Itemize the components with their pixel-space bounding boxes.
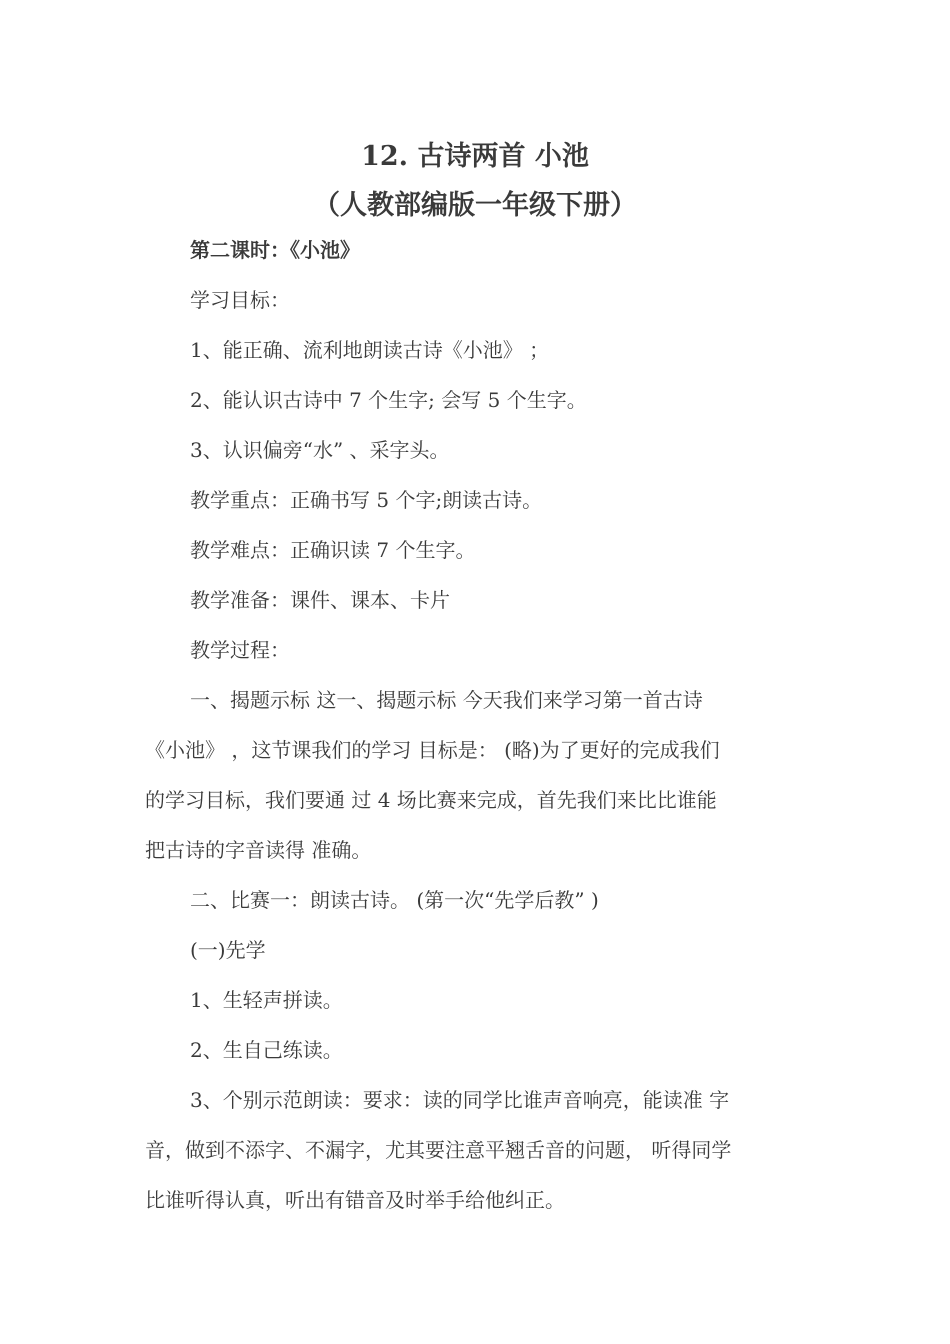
lesson-heading: 第二课时：《小池》	[190, 238, 360, 262]
objective-item-2: 2、能认识古诗中 7 个生字; 会写 5 个生字。	[190, 388, 587, 412]
section-heading-2: 二、比赛一：朗读古诗。 (第一次“先学后教” )	[190, 888, 599, 912]
objectives-heading: 学习目标：	[190, 288, 290, 312]
teaching-process-heading: 教学过程：	[190, 638, 290, 662]
paragraph-line: 把古诗的字音读得 准确。	[145, 838, 372, 862]
subsection-heading: (一)先学	[190, 938, 266, 962]
document-subtitle: （人教部编版一年级下册）	[313, 190, 637, 221]
teaching-focus: 教学重点：正确书写 5 个字;朗读古诗。	[190, 488, 543, 512]
teaching-materials: 教学准备：课件、课本、卡片	[190, 588, 450, 612]
objective-item-1: 1、能正确、流利地朗读古诗《小池》 ；	[190, 338, 550, 362]
objective-item-3: 3、认识偏旁“水” 、采字头。	[190, 438, 450, 462]
step-item-2: 2、生自己练读。	[190, 1038, 343, 1062]
step-item-1: 1、生轻声拼读。	[190, 988, 343, 1012]
paragraph-line: 比谁听得认真，听出有错音及时举手给他纠正。	[145, 1188, 565, 1212]
paragraph-line: 《小池》 ，这节课我们的学习 目标是： (略)为了更好的完成我们	[145, 738, 720, 762]
paragraph-line: 的学习目标，我们要通 过 4 场比赛来完成，首先我们来比比谁能	[145, 788, 717, 812]
paragraph-line: 音，做到不添字、不漏字，尤其要注意平翘舌音的问题， 听得同学	[145, 1138, 732, 1162]
teaching-difficulty: 教学难点：正确识读 7 个生字。	[190, 538, 476, 562]
document-title: 12. 古诗两首 小池	[361, 141, 589, 172]
step-item-3: 3、个别示范朗读：要求：读的同学比谁声音响亮，能读准 字	[190, 1088, 730, 1112]
paragraph-line: 一、揭题示标 这一、揭题示标 今天我们来学习第一首古诗	[190, 688, 703, 712]
